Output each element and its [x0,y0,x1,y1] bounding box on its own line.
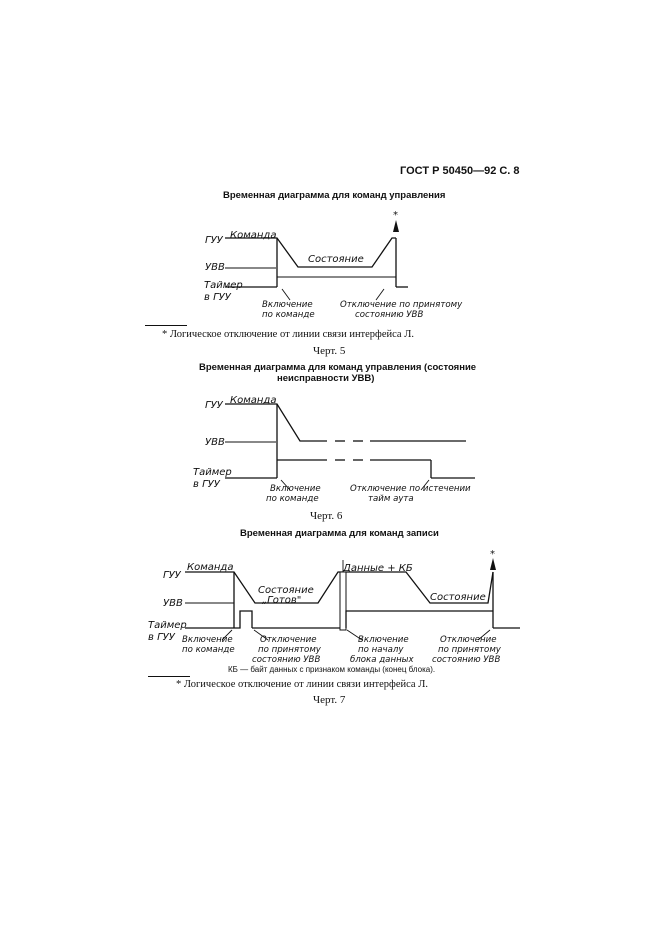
fig7-ready-label-2: „Готов" [262,595,302,606]
fig5-off-note: Отключение по принятому [340,300,463,310]
fig7-guu-label: ГУУ [163,570,181,581]
fig7-title: Временная диаграмма для команд записи [240,528,439,539]
fig7-note-2-3: состоянию УВВ [252,655,321,665]
fig7-note-4: Отключение [440,635,497,645]
fig7-footnote-rule [148,676,190,677]
fig5-timer-label-2: в ГУУ [204,292,231,303]
fig7-timer-label-2: в ГУУ [148,632,175,643]
fig6-command-label: Команда [230,395,277,406]
fig5-state-label: Состояние [308,254,364,265]
fig6-caption: Черт. 6 [310,510,343,522]
fig6-on-note-2: по команде [266,494,319,504]
fig5-command-label: Команда [230,230,277,241]
fig5-uvv-label: УВВ [205,262,225,273]
fig7-command-label: Команда [187,562,234,573]
fig7-uvv-label: УВВ [163,598,183,609]
fig5-star: * [393,210,398,221]
fig7-ready-label: Состояние [258,585,314,596]
fig7-note-1: Включение [182,635,233,645]
fig5-caption: Черт. 5 [313,345,346,357]
fig6-title: Временная диаграмма для команд управления (состояние [199,362,477,373]
fig7-kb-note: КБ — байт данных с признаком команды (конец блока). [228,665,436,674]
fig7-timer-pulse-2 [346,611,493,628]
fig7-data-block-marker [340,572,346,630]
fig7-caption: Черт. 7 [313,694,346,706]
fig7-note-3-3: блока данных [350,655,414,665]
fig5-on-note: Включение [262,300,313,310]
fig6-timer-label: Таймер [193,467,232,478]
fig6-off-note: Отключение по истечении [350,484,471,494]
fig7-note-4-2: по принятому [438,645,501,655]
fig5-title: Временная диаграмма для команд управления [223,190,446,201]
fig5-footnote: * Логическое отключение от линии связи интерфейса Л. [162,329,414,340]
fig7-note-3-2: по началу [358,645,404,655]
fig7-note-2-2: по принятому [258,645,321,655]
fig5-guu-label: ГУУ [205,235,223,246]
fig6-guu-label: ГУУ [205,400,223,411]
fig6-timer-label-2: в ГУУ [193,479,220,490]
fig5-on-note-2: по команде [262,310,315,320]
fig7-footnote: * Логическое отключение от линии связи интерфейса Л. [176,679,428,690]
fig7-note-1-2: по команде [182,645,235,655]
fig6-on-note: Включение [270,484,321,494]
fig7-timer-pulse-1 [234,611,252,628]
fig7-timer-label: Таймер [148,620,187,631]
fig7-star: * [490,549,495,560]
fig6-title-2: неисправности УВВ) [277,373,375,384]
fig7-data-label: Данные + КБ [343,563,413,574]
fig7-note-4-3: состоянию УВВ [432,655,501,665]
fig7-state-label: Состояние [430,592,486,603]
document-reference: ГОСТ Р 50450—92 С. 8 [400,165,520,177]
fig6-uvv-label: УВВ [205,437,225,448]
fig5-off-note-2: состоянию УВВ [355,310,424,320]
fig5-timer-label: Таймер [204,280,243,291]
fig7-note-2: Отключение [260,635,317,645]
fig6-off-note-2: тайм аута [368,494,414,504]
fig7-note-3: Включение [358,635,409,645]
